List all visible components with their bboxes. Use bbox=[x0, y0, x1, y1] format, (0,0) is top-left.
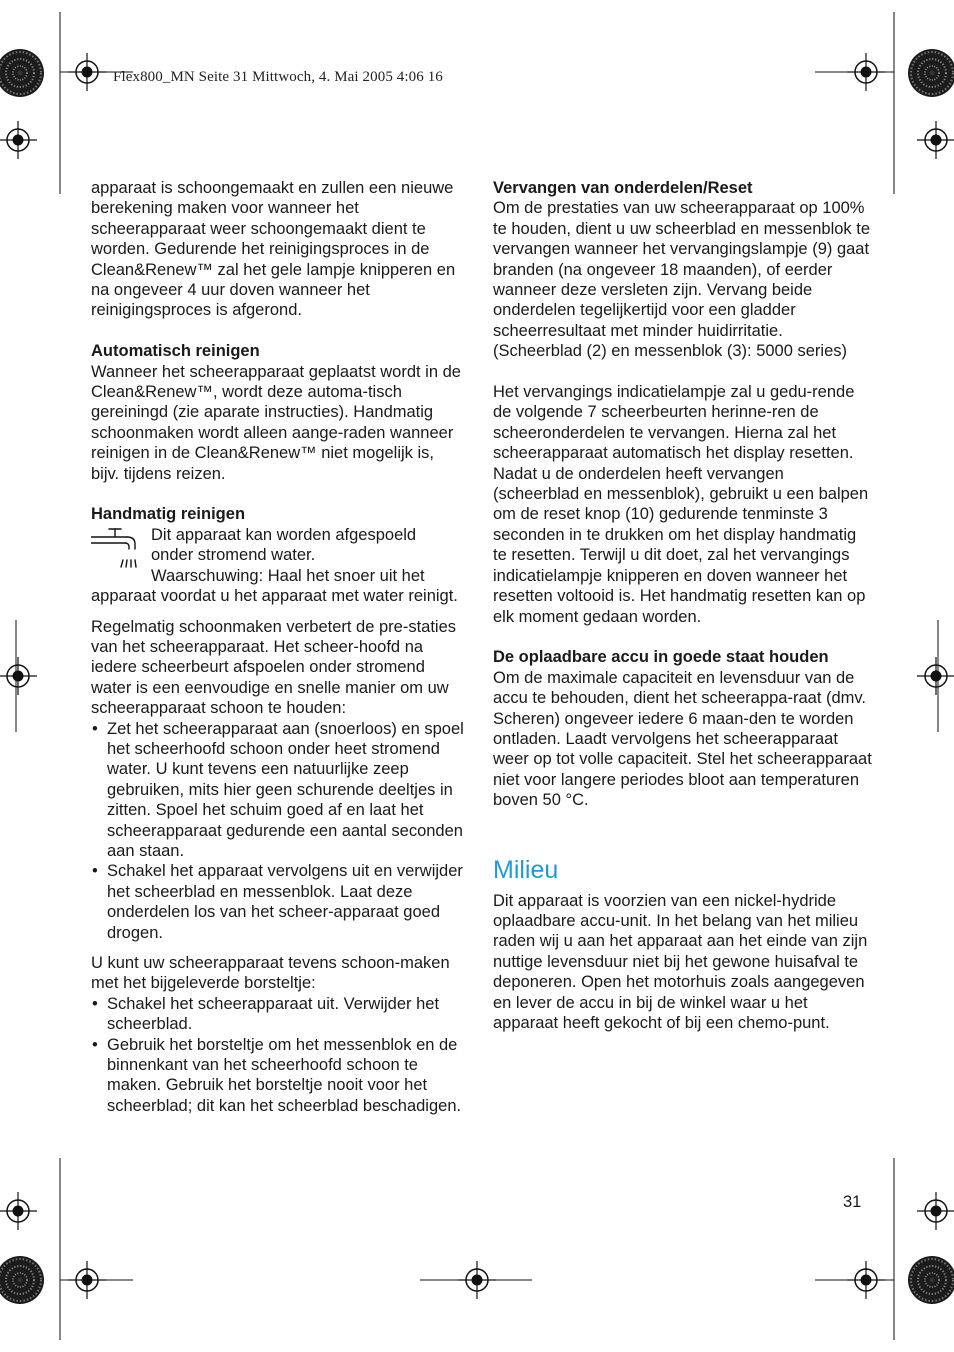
list-item: • Zet het scheerapparaat aan (snoerloos) en spoel het scheerhoofd schoon onder heet stromend water. U kunt tevens een natuurlijke zeep gebruiken, mits hier geen schurende deeltjes in zitten. Spoel het schuim goed af en laat het scheerapparaat gedurende een aantal seconden aan staan. bbox=[91, 719, 466, 862]
automatic-cleaning-text: Wanneer het scheerapparaat geplaatst wordt in de Clean&Renew™, wordt deze automa-tisch gereiningd (zie aparate instructies). Handmatig schoonmaken wordt alleen aange-raden wanneer reinigen in de Clean&Renew™ niet mogelijk is, bijv. tijdens reizen. bbox=[91, 362, 461, 483]
battery-text: Om de maximale capaciteit en levensduur van de accu te behouden, dient het scheerappa-raat (dmv. Scheren) ongeveer iedere 6 maan-den te worden ontladen. Laadt vervolgens het scheerapparaat weer op tot volle capaciteit. Stel het scheerapparaat niet voor langere periodes bloot aan temperaturen boven 50 °C. bbox=[493, 668, 872, 810]
print-header: Flex800_MN Seite 31 Mittwoch, 4. Mai 2005 4:06 16 bbox=[113, 69, 443, 85]
replace-parts-series: (Scheerblad (2) en messenblok (3): 5000 series) bbox=[493, 342, 848, 361]
regular-cleaning-list bbox=[91, 719, 466, 943]
list-item: • Schakel het apparaat vervolgens uit en verwijder het scheerblad en messenblok. Laat deze onderdelen los van het scheer-apparaat goed drogen. bbox=[91, 861, 466, 943]
right-column bbox=[493, 178, 873, 1033]
milieu-text: Dit apparaat is voorzien van een nickel-hydride oplaadbare accu-unit. In het belang van het milieu raden wij u aan het apparaat aan het einde van zijn nuttige levensduur niet bij het gewone huisafval te deponeren. Open het motorhuis zoals aangegeven en lever de accu in bij de winkel waar u het apparaat heeft gekocht of bij een chemo-punt. bbox=[493, 891, 868, 1032]
regular-cleaning-text: Regelmatig schoonmaken verbetert de pre-staties van het scheerapparaat. Het scheer-hoofd na iedere scheerbeurt afspoelen onder stromend water is een eenvoudige en snelle manier om uw scheerapparaat schoon te houden: bbox=[91, 617, 457, 718]
left-column bbox=[91, 178, 466, 1116]
manual-cleaning-block bbox=[91, 525, 466, 607]
manual-cleaning-line-2: onder stromend water. bbox=[151, 546, 316, 565]
replace-parts-text: Om de prestaties van uw scheerapparaat op 100% te houden, dient u uw scheerblad en messenblok te vervangen wanneer het vervangingslampje (9) gaat branden (na ongeveer 18 maanden), of eerder wanneer deze versleten zijn. Vervang beide onderdelen tegelijkertijd voor een gladder scheerresultaat met minder huidirritatie. bbox=[493, 199, 871, 340]
replace-parts-heading: Vervangen van onderdelen/Reset bbox=[493, 179, 753, 197]
battery-heading: De oplaadbare accu in goede staat houden bbox=[493, 648, 829, 667]
brush-cleaning-list bbox=[91, 994, 466, 1116]
manual-cleaning-heading: Handmatig reinigen bbox=[91, 505, 246, 524]
manual-cleaning-rest: apparaat voordat u het apparaat met water reinigt. bbox=[91, 587, 458, 606]
page-number: 31 bbox=[843, 1193, 862, 1211]
reset-text: Nadat u de onderdelen heeft vervangen (scheerblad en messenblok), gebruikt u een balpen om de reset knop (10) gedurende tenminste 3 seconden in te drukken om het display handmatig te resetten. Terwijl u dit doet, zal het vervangings indicatielampje knipperen en doven wanneer het resetten voltooid is. Het handmatig resetten kan op elk moment gedaan worden. bbox=[493, 464, 869, 626]
intro-paragraph: apparaat is schoongemaakt en zullen een nieuwe berekening maken voor wanneer het scheerapparaat weer schoongemaakt dient te worden. Gedurende het reinigingsproces in de Clean&Renew™ zal het gele lampje knipperen en na ongeveer 4 uur doven wanneer het reinigingsproces is afgerond. bbox=[91, 179, 456, 320]
milieu-heading: Milieu bbox=[493, 855, 559, 884]
list-item: • Schakel het scheerapparaat uit. Verwijder het scheerblad. bbox=[91, 994, 466, 1035]
water-tap-icon bbox=[91, 527, 141, 571]
manual-cleaning-warning: Waarschuwing: Haal het snoer uit het bbox=[151, 566, 425, 585]
brush-cleaning-text: U kunt uw scheerapparaat tevens schoon-maken met het bijgeleverde borsteltje: bbox=[91, 954, 450, 993]
automatic-cleaning-heading: Automatisch reinigen bbox=[91, 342, 260, 361]
list-item: • Gebruik het borsteltje om het messenblok en de binnenkant van het scheerhoofd schoon te maken. Gebruik het borsteltje nooit voor het scheerblad; dit kan het scheerblad beschadigen. bbox=[91, 1035, 466, 1117]
manual-cleaning-line-1: Dit apparaat kan worden afgespoeld bbox=[151, 525, 417, 544]
indicator-text: Het vervangings indicatielampje zal u gedu-rende de volgende 7 scheerbeurten herinne-ren de scheeronderdelen te vervangen. Hierna zal het scheerapparaat automatisch het display resetten. bbox=[493, 383, 855, 463]
